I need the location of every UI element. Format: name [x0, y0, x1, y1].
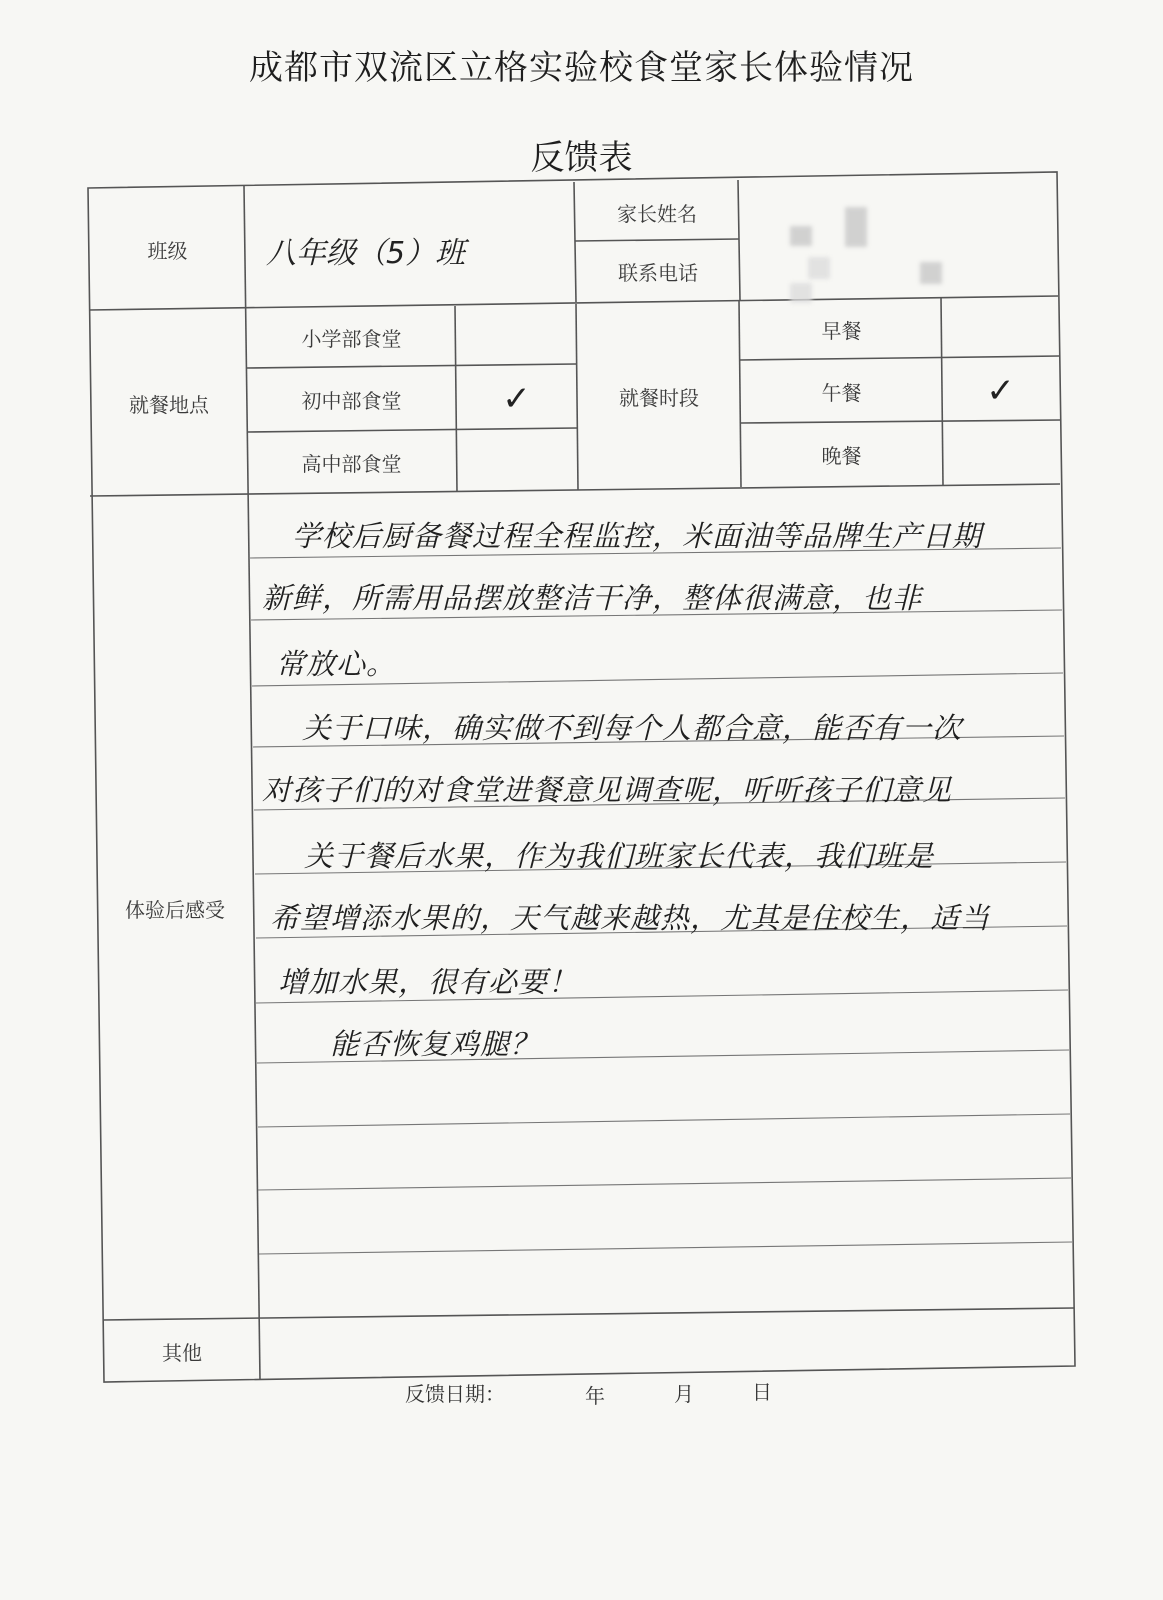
period-dinner: 晚餐 — [821, 443, 862, 468]
experience-line: 关于口味，确实做不到每个人都合意，能否有一次 — [302, 711, 963, 745]
form-subtitle: 反馈表 — [530, 138, 633, 178]
date-month: 月 — [674, 1382, 694, 1406]
dining-period-label: 就餐时段 — [619, 385, 699, 410]
experience-line: 能否恢复鸡腿？ — [330, 1027, 541, 1061]
location-senior: 高中部食堂 — [301, 451, 402, 476]
phone-label: 联系电话 — [618, 260, 698, 285]
date-day: 日 — [752, 1380, 772, 1404]
experience-line: 对孩子们的对食堂进餐意见调查呢，听听孩子们意见 — [262, 773, 953, 807]
class-value[interactable]: 八年级（5）班 — [266, 236, 466, 271]
location-primary-check[interactable] — [457, 308, 576, 366]
experience-line: 新鲜，所需用品摆放整洁干净，整体很满意，也非 — [262, 581, 923, 615]
period-lunch-check[interactable]: ✓ — [986, 371, 1015, 411]
form-title: 成都市双流区立格实验校食堂家长体验情况 — [249, 48, 914, 88]
experience-line: 学校后厨备餐过程全程监控，米面油等品牌生产日期 — [292, 519, 983, 553]
location-junior: 初中部食堂 — [301, 388, 402, 413]
location-primary: 小学部食堂 — [301, 326, 402, 351]
period-breakfast-check[interactable] — [943, 300, 1058, 358]
date-year: 年 — [585, 1384, 605, 1408]
location-junior-check[interactable]: ✓ — [502, 379, 531, 419]
experience-label: 体验后感受 — [125, 897, 225, 922]
date-label: 反馈日期： — [405, 1382, 505, 1406]
experience-line: 增加水果，很有必要！ — [278, 965, 579, 999]
location-senior-check[interactable] — [457, 432, 576, 492]
class-label: 班级 — [147, 238, 188, 263]
period-dinner-check[interactable] — [943, 424, 1058, 484]
experience-line: 关于餐后水果，作为我们班家长代表，我们班是 — [304, 839, 935, 873]
other-field[interactable] — [262, 1318, 1072, 1376]
dining-location-label: 就餐地点 — [129, 392, 209, 417]
experience-line: 常放心。 — [276, 647, 397, 681]
period-breakfast: 早餐 — [821, 318, 862, 343]
parent-name-label: 家长姓名 — [617, 201, 697, 226]
experience-line: 希望增添水果的，天气越来越热，尤其是住校生，适当 — [270, 901, 991, 935]
other-label: 其他 — [162, 1340, 202, 1365]
period-lunch: 午餐 — [821, 380, 862, 405]
